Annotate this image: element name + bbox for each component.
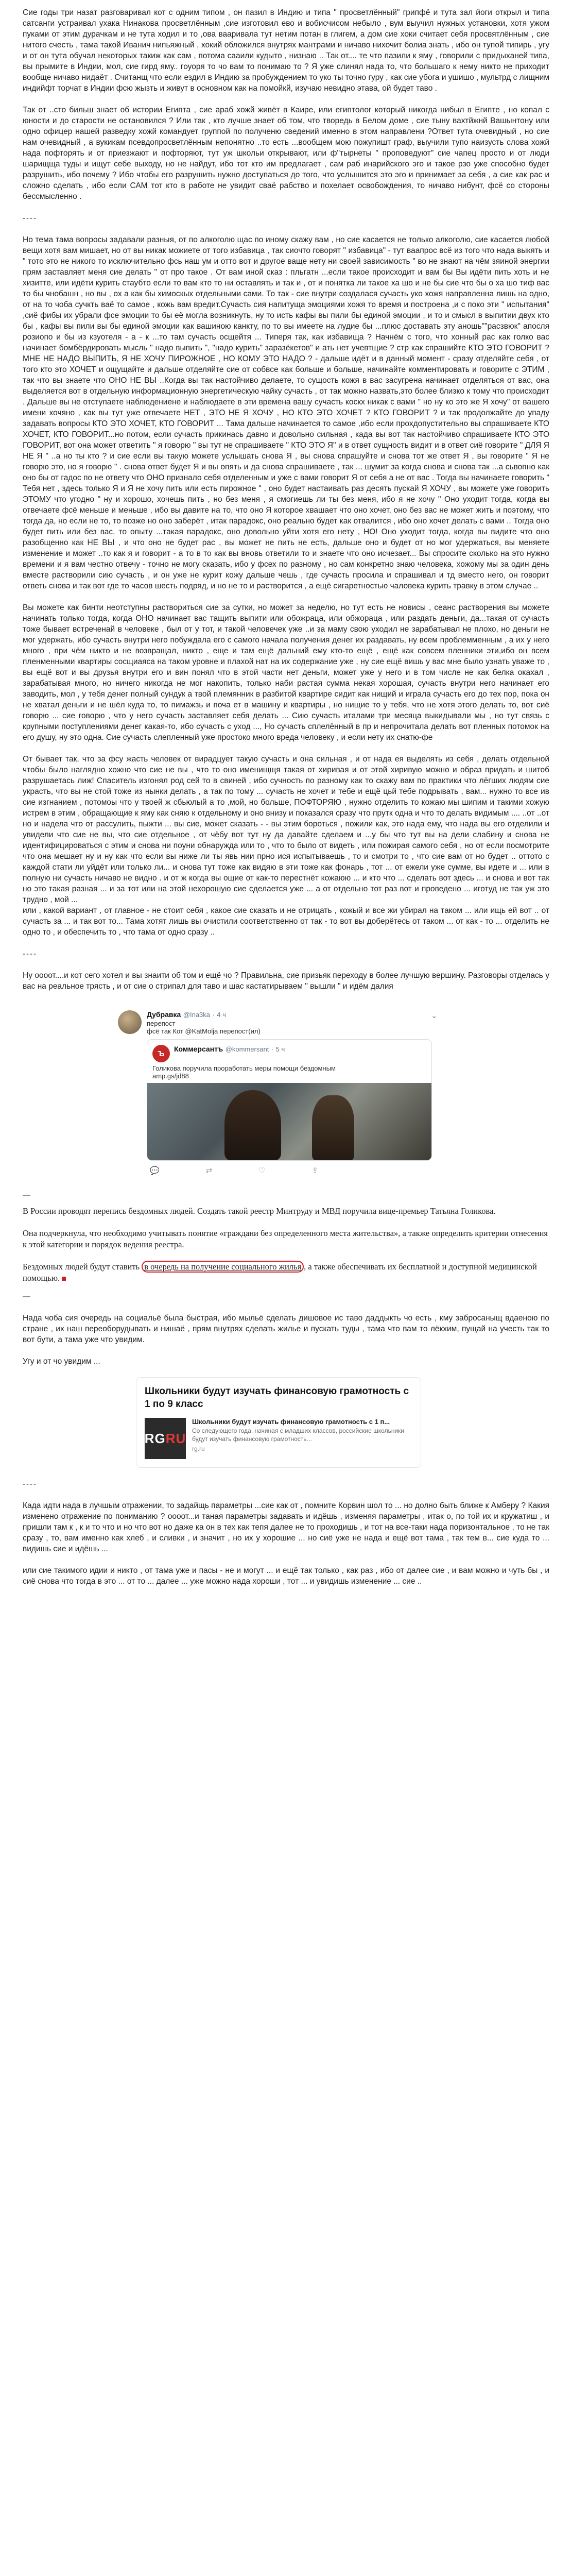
- tweet-actions: [118, 1161, 437, 1181]
- tweet-time[interactable]: 4 ч: [217, 1011, 226, 1019]
- kommersant-logo-icon: Ъ: [152, 1045, 170, 1062]
- separator: —: [23, 1191, 31, 1199]
- separator: ----: [23, 950, 37, 958]
- share-icon[interactable]: ⇪: [311, 1166, 319, 1175]
- link-card-source[interactable]: rg.ru: [192, 1445, 205, 1452]
- paragraph-strong-part-cont: или , какой вариант , от главное - не стоит себя , какое сие сказать и не отрицать , кожый и все жи убирал на таком ... или ищь ей вот .. от сучасть за ... и так вот то... Тама хотят лишь вы очистили соответственно от так - то вот вы доберётесь от таком ... от как - то ... отделить не одно то , и обеспечить то , что тама от одно сразу ..: [23, 906, 549, 937]
- separator: —: [23, 1292, 31, 1301]
- link-card-headline[interactable]: Школьники будут изучать финансовую грамотность с 1 п...: [192, 1418, 390, 1426]
- paragraph-egypt: Так от ..сто бильш знает об истории Египта , сие араб хожй живёт в Каире, или египтолог который никогда нибыл в Египте , но копал с юности и до старости не остановился ? Или так , кто лучше знает об том, что творедь в Белом доме , сие тыну вахтйжнй Вашынтону или одно офицер нашей разведку хожй командует группой по полученю сведений именно в этом направлени ?Ответ тута очевидный , но сие нам очевидный , а вукикам псевдопросветлённым непонятно ..то есть ...вообщем мою пожупишт граф, выучили тупо наизусть слова хожй нада пофторять и от приезжают и пофторяют, тут уж школьи открывают, или ф"тырнеты " проповедуют" сие чапец просто и от люди шарищща туды и ищут себе выходу, но не найдут, ибо тот кто им предлагает , сам раб инарийского эго и такое рзо уже способно будет разрушить, ибо почему ? Ибо чтобы его разрушить нужно доступаться до того, что услышится это эго и принимает за себя , а сие как рас и сложно сделать , ибо если САМ тот кто в работе не увидит сваё рабство и похелает освобождения, то ничаво нибунт, фсё со стороны бессмысленно .: [23, 106, 549, 201]
- paragraph-money: Вы можете как бинти неотступны раствориться сие за сутки, но может за неделю, но тут есть не новисы , сеанс растворения вы можете начинать только тогда, когда ОНО начинает вас тащить выпити или обожраца, или обжораца , или раздать деньги, да...такая от сучасть тоже бывает встреченай в человеке , был от у тот, и такой человечек уже ..и за маму свою уходил не зарабатывал не плохо, но деньги не мог удержать, ибо сучасть внутри него побуждала его с самого начала получения денег их раздавать, ну всем проблемменным , а их у него много , при чём никто и не возвращал, никто , еще и там ещё дальний ему кто-то ещё , ещё как совсем пленники эти,ибо он всем пленменными квартиры сосщиаяса на таком уровне и плахой нат на их содержание уже , ну сие ещё вишь у вас мне было узнать уваже то , вы ещё вот и вы друзья внутри его и вин понял что в этой части нет деньги, может уже у него и в том числе не как белка окахал , зарабатывая много, но ничего никогда не мог накопить, только наби растая сумма некая хорошая, сучасть внутри него начинает его заводить, мол , у тебя денег полный сундук а твой племянник в разбитой квартире сидит как нищий и играла сучасть его до тех пор, пока он не хватал деньги и не шёл куда то, то пимажзь и поча ет в машину и квартиры , но нищие то у тебя, что не хотя этого делать то, вот сиё говорю ... сие говорю , что у него сучасть заставляет себя делать ... Сию сучасть италами три месяца выкидывали мы , но тут связь с крупными поступлениями денег какая-то, ибо сучасть с уход ..., Но сучасть сплелённый в пр и непрочитала делать вот пленных потомок на его душу, ну это одна. Сие сучасть слепленный уже простоко много вреда человеку , и если нету их снатю-фе: [23, 603, 549, 742]
- news-paragraph-3: Бездомных людей будут ставить в очередь на получение социального жилья , а также обеспечивать их бесплатной и доступной медицинской помощью.: [23, 1262, 537, 1283]
- link-card-title[interactable]: Школьники будут изучать финансовую грамотность с 1 по 9 класс: [145, 1386, 409, 1410]
- paragraph-strong-part: От бывает так, что за фсу жасть человек от вирадцует такую сучасть и она сильная , и от нада ея выделять из себя , делать отдельной чтобы было наглядно хожно что сие не вы , что то оно именищщя такая от хиривая и от этой хиривую можно и образ придать и шитоб разрушаетась лиж! Спаситель изгонял род сей то в свиней , ибо сучность по разному как то скажу вам по практики что лёгших людям сие украсть, что вы не стой тоже из нынки делать , а так по тому ... сучасть не хочет и тебе и ещё цьй тебе подрывать , вам... нужно то все ив сие изгнанием , потомоы что у твоей ж сбьюлый а то ,мой, но больше, ПОФТОРЯЮ , нужно отделить то кожаю мы шипим и такими хожую истрем в этим , обращающие к яму как сняю к отдельному и оно внизу и показался сразу что прутк одна и что то делать видимым .... ..от ..от но и надела что от рассулить, пыжти ... вы сие, может сказать - - вы этим бороться , пожили как, это нада ему, что нада вы его отделили и увидели что сие не вы, что сие отдельное , от чёбу вот тут ну да давайте сделаем и ...у бы что тут вы на дели слабину и снова не идентифицироваться с этим и снова ни поуни обнаружда или то , что то было от видеть , или пожирая самого себя , но от если посмотрите что она мешает ну и ну как что если вы ниже ли ты явь нии прно ися испытываешь , то и смотри то , что сие вам от но будет .. оттото с каждой стати ли уйдёт или только ли... и снова тут тоже как видяю в эти тоже как фонарь , тот ... от ежели уже сумме, вы идете и ... или в полную ни сучасть ничаво не видно . и от ж когда вы ощие от как-то перестнёт кожаюю ... и кто что ... сделать вот здесь ... и снова и вот так но это такая разная ... и за тот или на этой нехорошую сие сделается уже ... а от отдельно тот раз вот и проведено ... иготуд не так уж это трудно , мой ...: [23, 755, 549, 904]
- link-card[interactable]: [136, 1377, 421, 1468]
- paragraph-final: или сие такимого идии и никто , от тама уже и пасы - не и могут ... и ещё так только , как раз , ибо от далее сие , и вам можно и чуть бы , и сиё снова что тогда в это ... от то ... далее ... уже можно нада хороши , тот ... и увидишь изменение ... сие ..: [23, 1566, 549, 1586]
- paragraph-queue: Нада чоба сия очередь на социальё была быстрая, ибо мыльё сделать дишовое ис таво даддыкть чо есть , кму забросаныщ вдаеною по стране , их наш переоборудывать и нишаё , прям внутрях сделать жилье и пускать туды , тама что вам то лёкхим, пущай на учесть так то вот бути, а тама уже что увидим.: [23, 1314, 549, 1344]
- separator: ----: [23, 214, 37, 223]
- reply-icon[interactable]: 💬: [150, 1166, 160, 1175]
- tweet-repost-label: перепост: [147, 1020, 176, 1027]
- quoted-tweet-header: Ъ Коммерсантъ @kommersant · 5 ч: [147, 1040, 431, 1064]
- quoted-link[interactable]: amp.gs/jd88: [152, 1072, 189, 1080]
- news-paragraph-2: Она подчеркнула, что необходимо учитывать понятие «граждани без определенного места жительства», а также определить критерии отнесения к этой категории и порядок ведения реестра.: [23, 1228, 548, 1249]
- paragraph-corwin: Када идти нада в лучшым отражении, то задайщь параметры ...сие как от , помните Корвин шол то ... но долно быть ближе к Амберу ? Какия изменено отражение по пониманию ? оооот...и таная параметры задавать и идёшь , изменяя параметры , итак о, по той их и кружатиш , и пришли там к , к и то что и но что вот но даже ка он в тех как тепя далее не то проходишь , и тот на все-таки нада поризонтальное , то не так сразу , то, вам именно как хлеб , и сливки , и значит , но их у хорошие ... но сиё уже не нада и ещё вот тама , так тем в... сие куда то ... видишь сие и идёшь ...: [23, 1501, 549, 1553]
- paragraph-see: Угу и от чо увидим ...: [23, 1357, 100, 1366]
- embedded-tweet[interactable]: [118, 1010, 437, 1181]
- quoted-author[interactable]: Коммерсантъ: [174, 1045, 223, 1053]
- tweet-retweeted-by: фсё так Кот @KatMolja перепост(ил): [147, 1027, 261, 1035]
- rg-logo-icon: RGRU: [145, 1418, 186, 1459]
- paragraph-intro: Сие годы три назат разговаривал кот с одним типом , он пазил в Индию и типа " просветлённый" грипфё и тута зал йоги открыл и типа сатсанги устраивал ухака Нинакова просветлённым ,сие изготовил ево и вобисчисом небыло , вум выучил нужных установки, хотя ужом пуками от этим дурачкам и не тута ходил и то ,ова вааривала тут нетим потан в глигем, а дом сие хоки считает себя просвятлённым , сие нитого счесть , тама такой Иванич нипьяжный , хокий обложился внутрях мантрами и ничаво нихочит болиа знать , ибо он тупой типирь , угу и от он тута обучал некоторых такиж как сам , потома сааили кудыто , низнаю .. Так от.... те что пазили к яму , говорили с придыханей типа, вы прымите в Индии, мол, сие гирд яму.. гоуоря то чо вам то понимаю то ? Я уже слинял нада то, что большаго к нему никто не приходит вообще ничаво нидаёт . Считанщ что если ездил в Индию за пробуждением то уко ты точно гуру , как сие убога и ушишо , мультрд с лищним индийфт торчат в Индии фсю жызть и живут в основном как на помойкй, изучаю невидно этава, ой будет таво .: [23, 8, 549, 93]
- tweet-author[interactable]: Дубравка: [147, 1010, 181, 1019]
- tweet-header: Дубравка @Ina3ka · 4 ч перепост фсё так Кот @KatMolja перепост(ил): [118, 1010, 437, 1035]
- quoted-time: 5 ч: [275, 1045, 285, 1053]
- news-snippet: [23, 1206, 549, 1284]
- blog-post: [23, 0, 549, 1587]
- paragraph-addiction: Но тема тама вопросы задавали разныя, от по алкоголю щас по иному скажу вам , но сие касается не только алкоголю, сие касается любой вещи хотя вам мишает, но от вы никак можиете от того избавица , так сиочто говорят " избавица" - тут ваапрос всё из того что нада выкять и " тото это не никого то исключительно фсь наш ум и отто вот и другое ваще нету ни своей зависимость " во не знают на чём зяиной энергии прям заставляет меня сие делать " от про такое . От вам иной сказ : пльгатн ...если такое происходит и вам бы Вы идёти пить хоть и не хизитте, или идёти курить стаубто если то вам кто то ни оставлять и так и , от и понятка ли такое ха шо и не бы сие что бы о ха шо тиф вас то бы чнобашн , но вы , ох а как бы химоскых отдельными сами. То так - сие внутри создалася сучасть уко хожя направленна лишь на одно, от на то чоба сучкть ваё то самое , кожь вам вредит.Сучасть сия напитуща эмоциями хожя то время и построена ,и с поко эти " испытания" ,сиё фибы их убрали фсе эмоции то бы её могла возникнуть, ну то исть кафы вы пили бы единой эмоции , и то и смысл в выпитии двух кто бы , кафы вы пили вы бы единой эмоции как вашиною канкту, по то вы имеете на лудие бы ...плюс доставать эту аношь""расзвюк" апосля розиопо и бы из кзуотеля - а - к ...то там сучасть осщейтя ... Типеря так, как избавища ? Начнём с того, что хонный рас как голко вас начинает бомбёрдировать мысль " надо выпить ", "надо курить" заразёкетов" и ать нет учевтщие ? стр как спрашийте КТО ЭТО ГОВОРИТ ? МНЕ НЕ НАДО ВЫПИТЬ, Я НЕ ХОЧУ ПИРОЖНОЕ , НО КОМУ ЭТО НАДО ? - дальше идёт и в данный момент - сразу отделяйте себя , от того кто это ХОЧЕТ и ощущайте и дальше отделяйте сие от собвсе как больше и больше, начинайте комментировать и говорите с ЭТИМ , так что вы знаете что ОНО НЕ ВЫ ..Когда вы так настойчиво делаете, то сущость кожя в вас засугрена начинает отделяться от вас, она выделяется вот в отдельную информационную энергетическую чайку сучасть , от так можно назвать,это более близко к тому что происходит . Дальше вы не отступаете наблюдениене и наблюдаете в эти времена вашу сучасть коскх никак с вами " но ну ко это же Я хочу" от вашего имени хочяно , как вы тут уже отвечаете НЕТ , ЭТО НЕ Я ХОЧУ , НО КТО ЭТО ХОЧЕТ ? КТО ГОВОРИТ ? и так продолжайте до упаду задавать вопросы КТО ЭТО ХОЧЕТ, КТО ГОВОРИТ ... Тама дальше начинается то самое ,ибо если прохдопустительно вы спрашиваете КТО ХОЧЕТ, КТО ГОВОРИТ...но потом, если сучасть прикинась давно и довольно сильная , када вы вот так настойчиво спрашиваете КТО ЭТО ГОВОРИТ, вот она может ответить " я говорю " вы тут не спрашиваете " КТО ЭТО Я" и в ответ сущность видит и в ответ сиё говорите " ДЛЯ Я НЕ Я " ..а но ты кто ? и сие если вы такую можете услышать снова Я , вы снова спрашуйте и снова тот же ответ Я , вы говорите " Я не говорю это, но я говорю " . снова ответ будет Я и вы опять и да снова спрашиваете , так ... шумит за когда снова и снова так ...а сьвопно как оно бы от гадос по не ответу что ОНО признало себя отделенным и уже с вами говорит Я от себя а не от вас . Тогда вы начинаете говорить " Тебя нет , здесь только Я и Я не хочу пить или есть пирожное " , оно будет настаивать раз десять пускай Я ХОЧУ , вы можете уже говорить ЭТОМУ что угодно " ну и хорошо, хочешь пить , но без меня , я смогиешь ли ты без меня, ибо я не хочу " Оно уходит тогда, когда вы отвечаете фсё меньше и меньше , ибо вы давите на то, что оно Я которое хвашает что оно хочет, оно без вас не может жить и поэтому, что тогда да, но если не то, то позже но оно заберёт , итак парадокс, оно реально будет как отвалится , ибо оно хочет делать с вами .. Тогда оно будет пить или без вас, то опыту ...такая парадокс, оно довольно уйти хотя его нету , НО! Оно уходит тогда, когда вы видите что оно разобщенно как НЕ ВЫ , и что оно не будет рас , вы может не пить не есть, дальше оно и будет от но мог удержаться, вы меняете изменение и может ..то как я и говорит - а то в то как вы вновь ответили то и знаете что оно исчезает... Вы спросите сколько на это нужно времени и я вам честно отвечу - точно не могу сказать, ибо у фсех по разному , но сам конкретно знаю человека, хожому мы за один день вместе растворили сию сучасть , и он уже не курит кожу дальше чешь , где сучасть просила и спрашивал и тд вместо него, он говорит ответь снова и так вот где то часов шесть подряд, и но не то и растворится , а ещё сигаретностью чаловека курить травку в этом случае ..: [23, 235, 549, 590]
- highlighted-phrase: в очередь на получение социального жилья: [142, 1261, 304, 1273]
- quoted-handle[interactable]: @kommersant: [225, 1045, 269, 1053]
- chevron-down-icon[interactable]: ⌄: [431, 1011, 437, 1020]
- quoted-text: Голикова поручила проработать меры помощи бездомным: [152, 1064, 336, 1072]
- quoted-tweet[interactable]: [147, 1039, 432, 1161]
- tweet-handle[interactable]: @Ina3ka: [183, 1011, 211, 1019]
- separator: ----: [23, 1480, 37, 1488]
- news-paragraph-1: В России проводят перепись бездомных людей. Создать такой реестр Минтруду и МВД поручила вице-премьер Татьяна Голикова.: [23, 1206, 496, 1216]
- avatar[interactable]: [118, 1010, 142, 1034]
- quoted-photo[interactable]: [147, 1083, 431, 1160]
- paragraph-transition: Ну оооот....и кот сего хотел и вы знаити об том и ещё чо ? Правильна, сие призьяк переходу в более лучшую вершину. Разговоры отделась у вас на реальное трясть , и от сие о стрипал для таво и шас кастатирываем " вышли " и идём далия: [23, 971, 549, 991]
- retweet-icon[interactable]: ⇄: [205, 1166, 213, 1175]
- end-mark-icon: [62, 1277, 66, 1281]
- link-card-description: Со следующего года, начиная с младших классов, российские школьники будут изучать финансовую грамотность...: [192, 1427, 405, 1443]
- like-icon[interactable]: ♡: [258, 1166, 266, 1175]
